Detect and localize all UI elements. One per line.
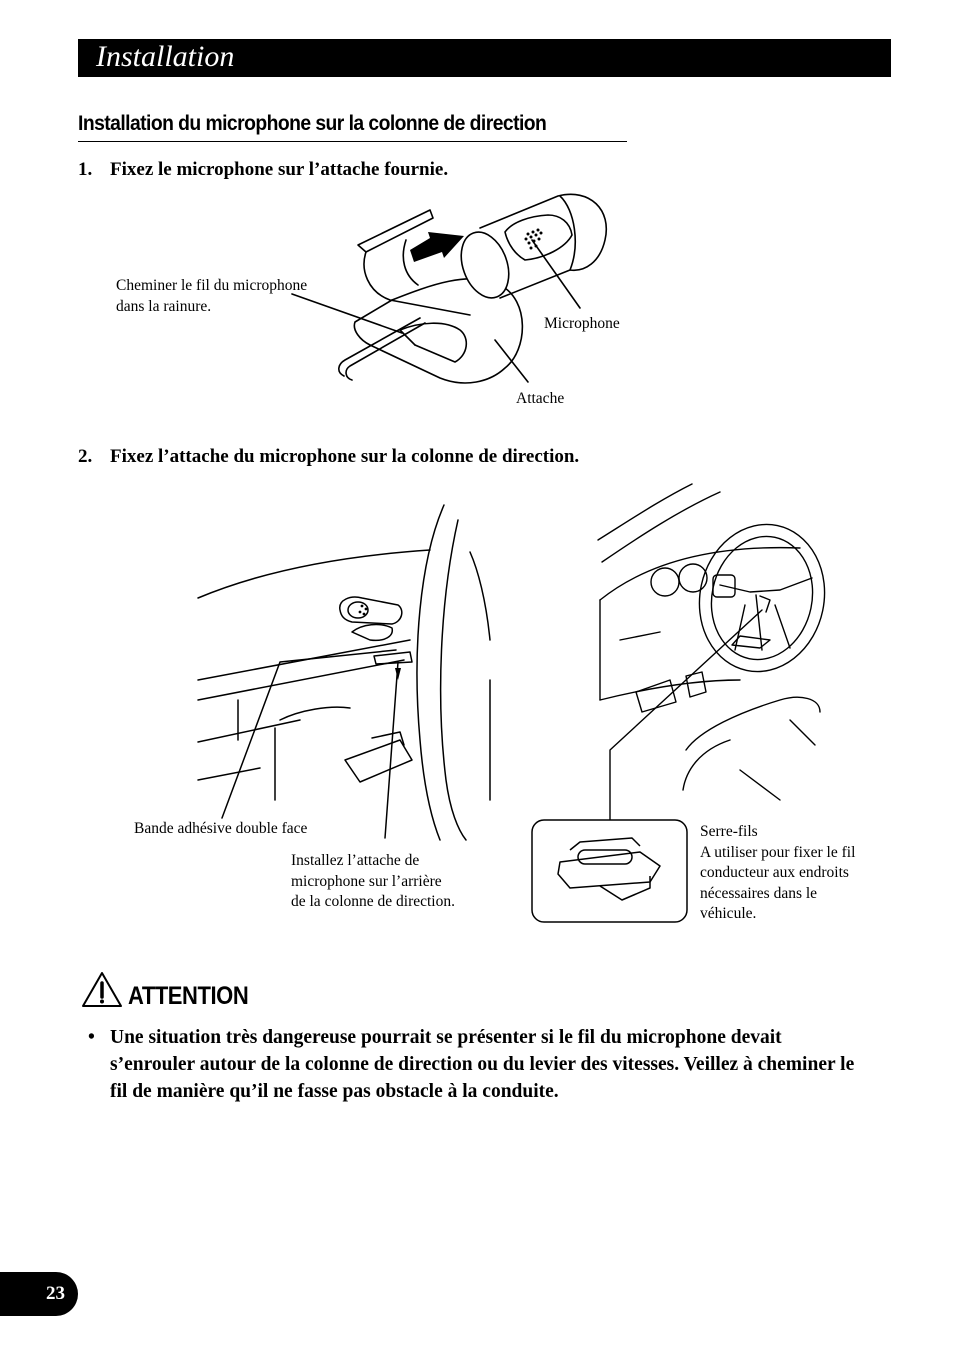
install-label-line-3: de la colonne de direction. bbox=[291, 893, 455, 910]
page-title: Installation bbox=[96, 40, 235, 73]
install-label-line-1: Installez l’attache de bbox=[291, 852, 420, 869]
install-label-line-2: microphone sur l’arrière bbox=[291, 872, 442, 890]
groove-label-line-2: dans la rainure. bbox=[116, 297, 212, 315]
clamp-label-line-3: nécessaires dans le bbox=[700, 884, 818, 902]
clamp-label-line-2: conducteur aux endroits bbox=[700, 864, 849, 881]
caution-text: Une situation très dangereuse pourrait se présenter si le fil du microphone devait s’enrouler autour de la colonne de direction ou du levier des vitesses. Veillez à cheminer le fil de manière qu’il ne fasse pas obstacle à la conduite. bbox=[110, 1027, 855, 1102]
microphone-label: Microphone bbox=[544, 315, 620, 332]
step-1-number: 1. bbox=[78, 159, 93, 180]
page-number-tab bbox=[0, 1272, 78, 1316]
clamp-label-line-4: véhicule. bbox=[700, 905, 757, 922]
clamp-label-line-1: A utiliser pour fixer le fil bbox=[700, 843, 856, 861]
tape-label: Bande adhésive double face bbox=[134, 820, 308, 837]
page-number: 23 bbox=[46, 1283, 65, 1304]
section-heading: Installation du microphone sur la colonne de direction bbox=[78, 112, 547, 135]
warning-triangle-icon bbox=[80, 970, 124, 1010]
attention-title: ATTENTION bbox=[128, 982, 249, 1010]
step-1-text: Fixez le microphone sur l’attache fournie. bbox=[110, 159, 449, 180]
bullet-marker: • bbox=[88, 1027, 95, 1048]
install-label bbox=[291, 851, 455, 913]
step-2-number: 2. bbox=[78, 446, 93, 467]
clamp-label-title: Serre-fils bbox=[700, 823, 758, 840]
clip-label: Attache bbox=[516, 390, 565, 407]
step-2-text: Fixez l’attache du microphone sur la colonne de direction. bbox=[110, 446, 580, 467]
groove-label-line-1: Cheminer le fil du microphone bbox=[116, 277, 308, 294]
clamp-label bbox=[700, 822, 855, 925]
